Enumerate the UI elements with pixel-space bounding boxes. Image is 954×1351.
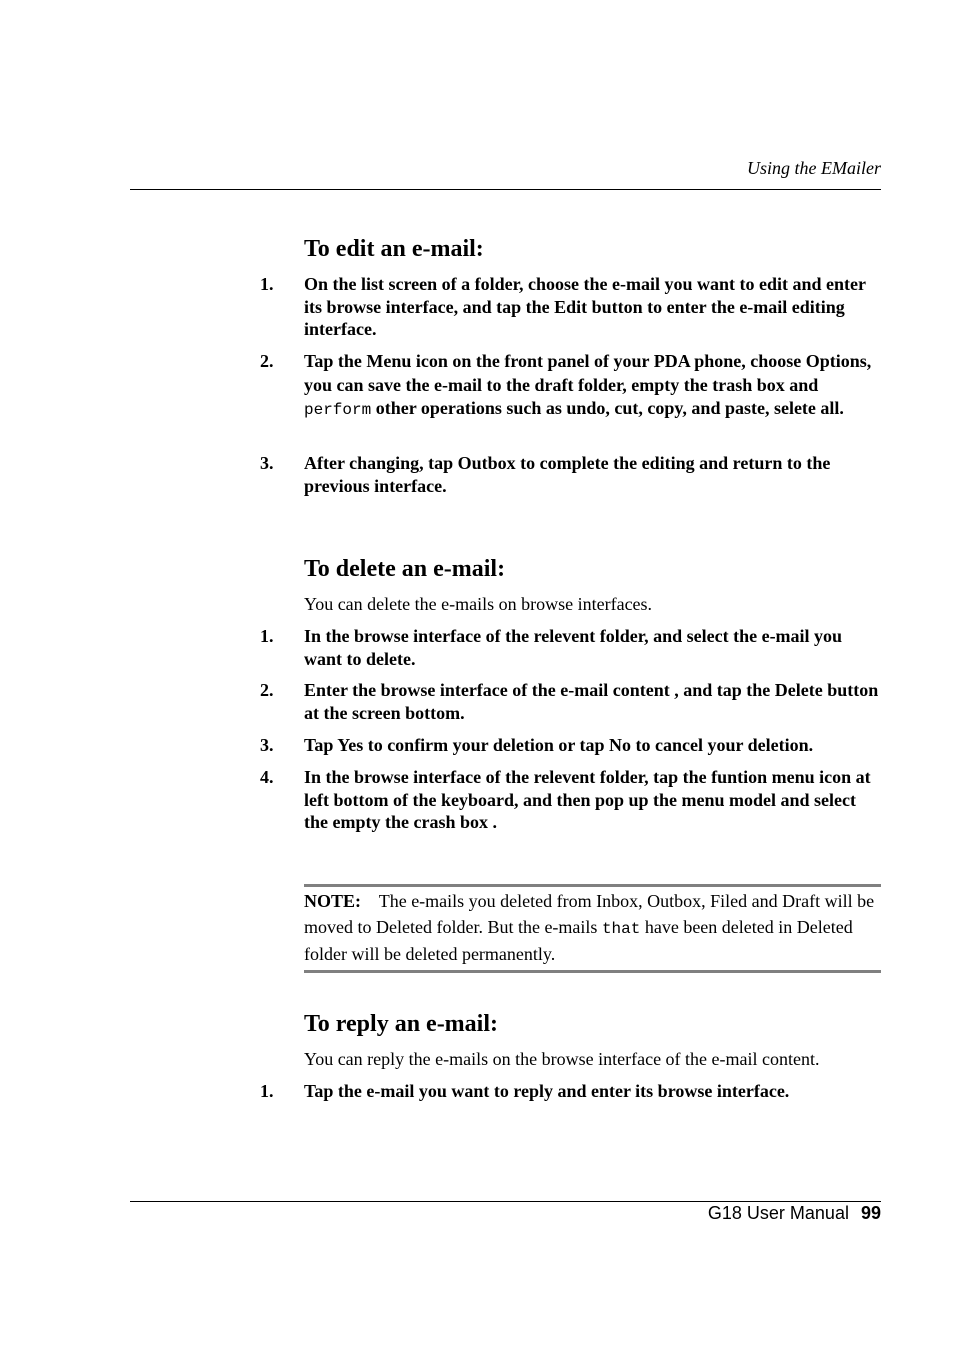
list-number: 1. (260, 1081, 274, 1101)
heading-edit-email: To edit an e-mail: (304, 236, 484, 262)
note-label: NOTE: (304, 891, 362, 911)
note-top-rule (304, 884, 881, 887)
list-text-part: other operations such as undo, cut, copy, and paste, selete all. (371, 398, 844, 418)
header-rule (130, 189, 881, 190)
footer-rule (130, 1201, 881, 1202)
note-bottom-rule (304, 970, 881, 973)
list-text: After changing, tap Outbox to complete the editing and return to the previous interface. (304, 453, 831, 496)
list-text-part: Tap the Menu icon on the front panel of your PDA phone, choose Options, you can save the e-mail to the draft folder, empty the trash box and (304, 351, 872, 395)
list-number: 2. (260, 680, 274, 700)
list-number: 2. (260, 351, 274, 371)
list-number: 3. (260, 735, 274, 755)
list-number: 3. (260, 453, 274, 473)
heading-delete-email: To delete an e-mail: (304, 556, 506, 582)
page-footer (708, 1203, 881, 1224)
note-box (304, 889, 880, 968)
list-text: Tap Yes to confirm your deletion or tap No to cancel your deletion. (304, 735, 814, 755)
list-number: 1. (260, 274, 274, 294)
list-text: Enter the browse interface of the e-mail content , and tap the Delete button at the screen bottom. (304, 680, 879, 723)
note-text: have been deleted in Deleted folder will be deleted permanently. (304, 916, 853, 964)
note-text: The e-mails you deleted from Inbox, Outbox, Filed and Draft will be moved to Deleted folder. But the e-mails (304, 891, 875, 937)
heading-reply-email: To reply an e-mail: (304, 1011, 499, 1037)
list-text-mono: perform (304, 401, 372, 419)
list-text: In the browse interface of the relevent folder, tap the funtion menu icon at left bottom of the keyboard, and then pop up the menu model and select the empty the crash box . (304, 767, 871, 832)
list-number: 4. (260, 767, 274, 787)
list-text: On the list screen of a folder, choose the e-mail you want to edit and enter its browse interface, and tap the Edit button to enter the e-mail editing interface. (304, 274, 866, 339)
running-header: Using the EMailer (747, 158, 881, 178)
list-text: In the browse interface of the relevent folder, and select the e-mail you want to delete. (304, 626, 843, 669)
intro-text: You can reply the e-mails on the browse interface of the e-mail content. (304, 1049, 820, 1069)
list-text (304, 350, 880, 423)
intro-text: You can delete the e-mails on browse interfaces. (304, 594, 653, 614)
list-number: 1. (260, 626, 274, 646)
manual-title: G18 User Manual (707, 1203, 849, 1223)
list-text: Tap the e-mail you want to reply and enter its browse interface. (304, 1081, 790, 1101)
note-text-mono: that (601, 919, 641, 938)
page-number: 99 (860, 1203, 881, 1223)
